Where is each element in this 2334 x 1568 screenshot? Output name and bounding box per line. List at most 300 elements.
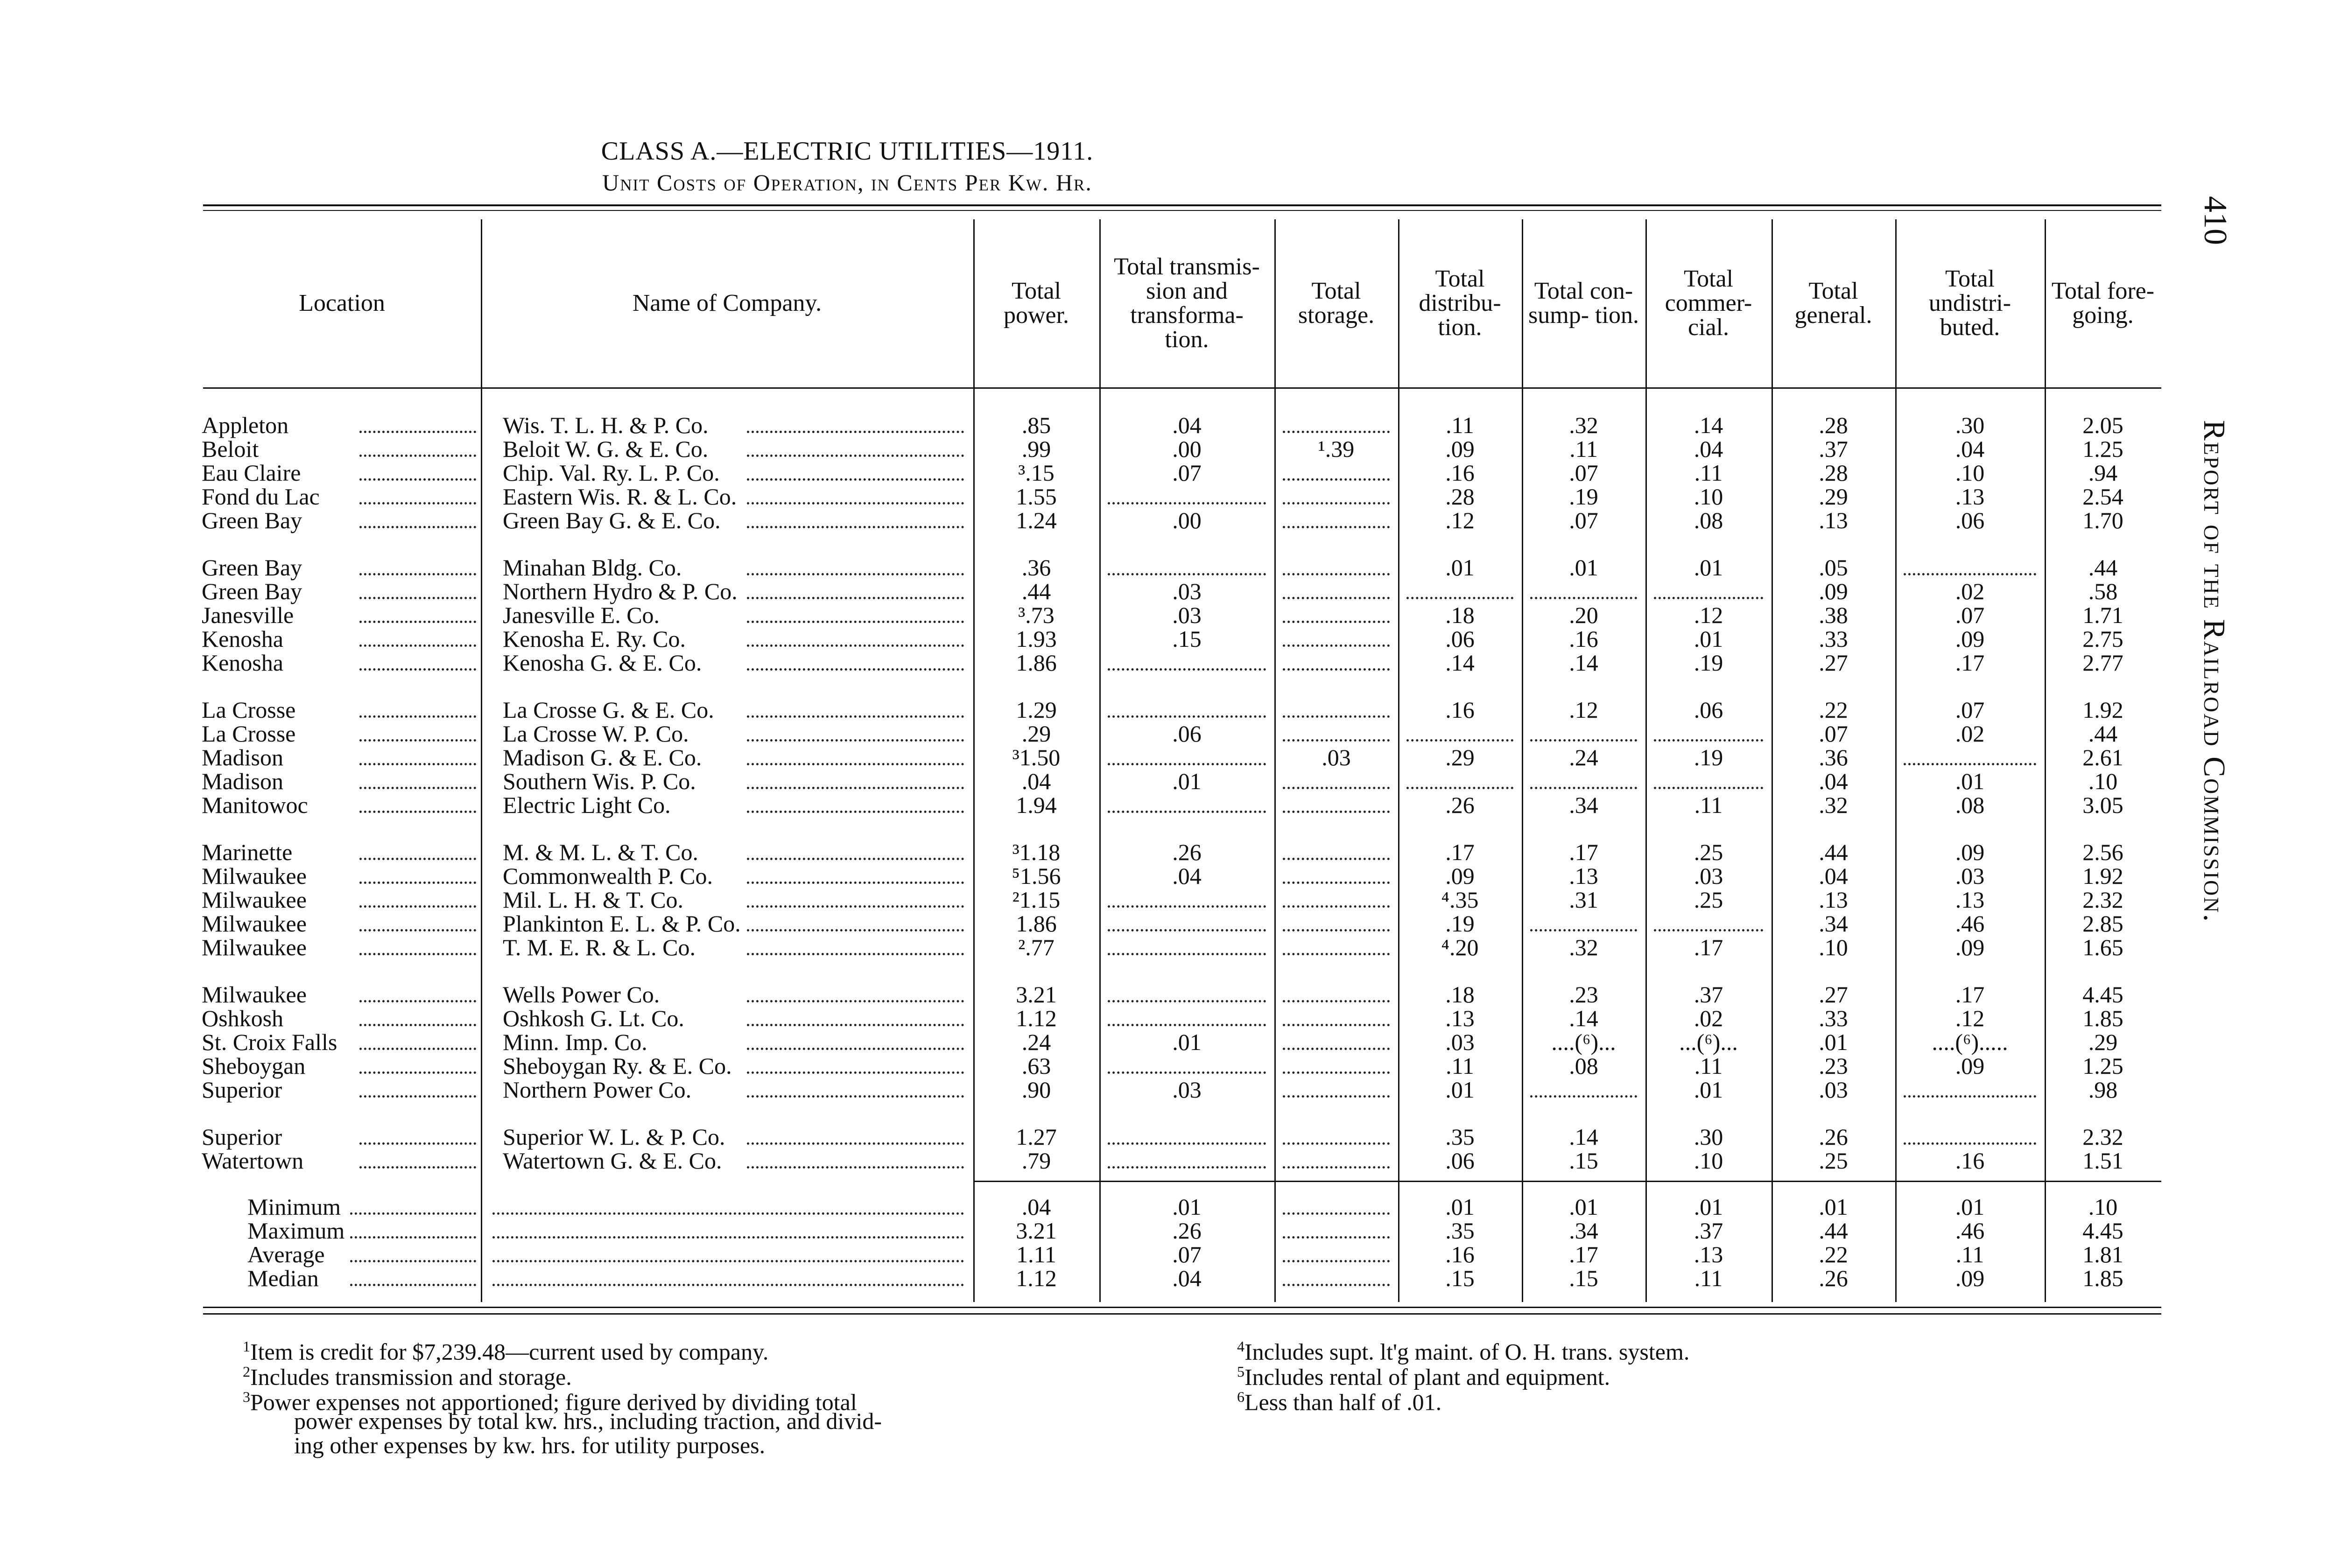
leader-dots [359,526,476,528]
value-cell-consumption: .32 [1569,934,1598,960]
header-foregoing [2045,219,2161,387]
value-cell-distribution: .16 [1445,460,1475,486]
leader-dots [350,1260,476,1262]
empty-cell-dots [1108,573,1266,575]
value-cell-general: .01 [1819,1029,1848,1055]
header-distribution [1398,219,1522,387]
company-cell: Green Bay G. & E. Co. [503,507,721,533]
value-cell-power: .79 [1021,1148,1051,1174]
location-cell: Janesville [202,602,294,628]
value-cell-general: .33 [1819,626,1848,652]
empty-cell-dots [1654,597,1763,599]
value-cell-consumption: .15 [1569,1148,1598,1174]
leader-dots [747,431,964,433]
location-cell: Kenosha [202,626,283,652]
value-cell-undistributed: .09 [1955,839,1985,865]
location-cell: Marinette [202,839,293,865]
company-cell: T. M. E. R. & L. Co. [503,934,696,960]
location-cell: St. Croix Falls [202,1029,337,1055]
empty-cell-dots [1904,573,2036,575]
value-cell-consumption: .12 [1569,697,1598,723]
empty-cell-dots [1283,1048,1390,1050]
empty-cell-dots [1406,787,1513,789]
location-cell: Appleton [202,412,289,438]
value-cell-undistributed: .17 [1955,650,1985,676]
value-cell-distribution: .14 [1445,650,1475,676]
value-cell-transmission: .15 [1172,626,1202,652]
value-cell-general: .27 [1819,981,1848,1008]
empty-cell-dots [1283,1236,1390,1239]
location-cell: Eau Claire [202,460,301,486]
value-cell-undistributed: .10 [1955,460,1985,486]
value-cell-transmission: .01 [1172,768,1202,794]
value-cell-general: .04 [1819,863,1848,889]
value-cell-commercial: .11 [1694,1265,1723,1291]
leader-dots [350,1236,476,1239]
leader-dots [747,739,964,742]
leader-dots [747,1142,964,1145]
value-cell-undistributed: .04 [1955,436,1985,462]
value-cell-general: .22 [1819,1241,1848,1267]
empty-cell-dots [1283,597,1390,599]
empty-cell-dots [1108,1000,1266,1002]
company-cell: Northern Hydro & P. Co. [503,578,738,604]
empty-cell-dots [1283,1260,1390,1262]
value-cell-consumption: .13 [1569,863,1598,889]
value-cell-undistributed: .12 [1955,1005,1985,1031]
value-cell-consumption: .23 [1569,981,1598,1008]
value-cell-power: .04 [1021,768,1051,794]
value-cell-power: .63 [1021,1053,1051,1079]
value-cell-transmission: .03 [1172,602,1202,628]
value-cell-transmission: .26 [1172,1218,1202,1244]
location-cell: Milwaukee [202,910,307,937]
value-cell-consumption: .08 [1569,1053,1598,1079]
value-cell-power: .04 [1021,1194,1051,1220]
leader-dots [747,715,964,718]
value-cell-foregoing: 1.25 [2082,436,2123,462]
value-cell-general: .13 [1819,887,1848,913]
leader-dots [350,1284,476,1286]
bottom-rule-2 [203,1313,2161,1315]
value-cell-power: 1.94 [1016,792,1057,818]
value-cell-commercial: .11 [1694,1053,1723,1079]
value-cell-general: .09 [1819,578,1848,604]
empty-cell-dots [1283,1284,1390,1286]
value-cell-general: .13 [1819,507,1848,533]
value-cell-commercial: .17 [1694,934,1723,960]
top-rule [203,204,2161,206]
value-cell-foregoing: .58 [2088,578,2118,604]
value-cell-power: 1.27 [1016,1124,1057,1150]
leader-dots [747,644,964,647]
value-cell-consumption: .07 [1569,460,1598,486]
leader-dots [359,573,476,575]
value-cell-undistributed: .03 [1955,863,1985,889]
value-cell-general: .10 [1819,934,1848,960]
empty-cell-dots [1283,1095,1390,1098]
value-cell-power: 1.86 [1016,650,1057,676]
empty-cell-dots [1108,763,1266,765]
leader-dots [747,763,964,765]
footnote-3: $^3$Power expenses not apportioned; figure derived by dividing total [243,1388,857,1415]
value-cell-distribution: .11 [1446,412,1474,438]
location-cell: Green Bay [202,507,302,533]
value-cell-power: ³1.50 [1012,744,1061,770]
empty-cell-dots [1108,715,1266,718]
value-cell-foregoing: .10 [2088,1194,2118,1220]
value-cell-foregoing: 2.61 [2082,744,2123,770]
value-cell-distribution: .06 [1445,1148,1475,1174]
footnote-6: $^6$Less than half of .01. [1237,1388,1442,1415]
company-cell: Southern Wis. P. Co. [503,768,696,794]
company-cell: Electric Light Co. [503,792,671,818]
leader-dots [359,905,476,908]
company-cell: Janesville E. Co. [503,602,660,628]
value-cell-commercial: .01 [1694,1194,1723,1220]
empty-cell-dots [1283,858,1390,860]
value-cell-foregoing: 2.56 [2082,839,2123,865]
value-cell-distribution: .09 [1445,863,1475,889]
footnote-3-cont: power expenses by total kw. hrs., including traction, and divid- [294,1408,882,1434]
company-cell: Eastern Wis. R. & L. Co. [503,483,737,510]
value-cell-general: .29 [1819,483,1848,510]
value-cell-general: .25 [1819,1148,1848,1174]
company-cell: Minahan Bldg. Co. [503,554,682,581]
empty-cell-dots [1283,502,1390,504]
header-general [1772,219,1895,387]
value-cell-undistributed: .06 [1955,507,1985,533]
leader-dots [359,502,476,504]
value-cell-general: .38 [1819,602,1848,628]
company-cell: Kenosha E. Ry. Co. [503,626,686,652]
value-cell-undistributed: .46 [1955,910,1985,937]
value-cell-power: ²1.15 [1012,887,1061,913]
empty-cell-dots [1283,644,1390,647]
value-cell-undistributed: .30 [1955,412,1985,438]
empty-cell-dots [1108,668,1266,671]
empty-cell-dots [1904,763,2036,765]
value-cell-undistributed: .16 [1955,1148,1985,1174]
empty-cell-dots [1283,1142,1390,1145]
header-label: Total undistri- buted. [1928,266,2011,341]
value-cell-general: .37 [1819,436,1848,462]
header-label: Total storage. [1298,278,1375,329]
summary-rule [973,1181,2161,1182]
leader-dots [359,644,476,647]
empty-cell-dots [1108,1166,1266,1169]
leader-dots [747,502,964,504]
empty-cell-dots [1283,526,1390,528]
header-label: Total commer- cial. [1665,266,1752,341]
value-cell-commercial: .19 [1694,650,1723,676]
value-cell-undistributed: .02 [1955,721,1985,747]
value-cell-power: 1.11 [1016,1241,1056,1267]
empty-cell-dots [1904,1142,2036,1145]
value-cell-foregoing: 2.32 [2082,887,2123,913]
value-cell-storage: ¹.39 [1318,436,1355,462]
empty-cell-dots [1108,953,1266,955]
header-label: Name of Company. [632,290,822,316]
value-cell-general: .03 [1819,1077,1848,1103]
footnote-2: $^2$Includes transmission and storage. [243,1363,572,1390]
summary-label: Maximum [247,1218,345,1244]
location-cell: Milwaukee [202,981,307,1008]
value-cell-foregoing: .44 [2088,554,2118,581]
header-power [973,219,1099,387]
value-cell-undistributed: .09 [1955,626,1985,652]
value-cell-power: ³.73 [1018,602,1055,628]
value-cell-commercial: .10 [1694,1148,1723,1174]
value-cell-foregoing: 1.51 [2082,1148,2123,1174]
location-cell: Manitowoc [202,792,308,818]
empty-cell-dots [1406,739,1513,742]
leader-dots [492,1284,964,1286]
value-cell-commercial: .01 [1694,626,1723,652]
value-cell-consumption: .34 [1569,1218,1598,1244]
value-cell-general: .44 [1819,839,1848,865]
value-cell-commercial: .12 [1694,602,1723,628]
value-cell-commercial: .10 [1694,483,1723,510]
empty-cell-dots [1530,1095,1637,1098]
leader-dots [747,621,964,623]
leader-dots [359,763,476,765]
value-cell-power: 1.86 [1016,910,1057,937]
value-cell-power: .24 [1021,1029,1051,1055]
leader-dots [747,929,964,931]
page-title: CLASS A.—ELECTRIC UTILITIES—1911. [601,137,1094,166]
empty-cell-dots [1283,715,1390,718]
value-cell-consumption: .16 [1569,626,1598,652]
location-cell: Superior [202,1124,282,1150]
header-undistributed [1895,219,2045,387]
empty-cell-dots [1283,882,1390,884]
value-cell-foregoing: 4.45 [2082,1218,2123,1244]
header-location [203,219,481,387]
value-cell-foregoing: .44 [2088,721,2118,747]
value-cell-distribution: .15 [1445,1265,1475,1291]
value-cell-power: ⁵1.56 [1012,863,1061,889]
value-cell-distribution: .12 [1445,507,1475,533]
empty-cell-dots [1530,597,1637,599]
company-cell: Commonwealth P. Co. [503,863,713,889]
value-cell-distribution: .06 [1445,626,1475,652]
leader-dots [747,478,964,481]
leader-dots [359,1095,476,1098]
leader-dots [359,455,476,457]
value-cell-commercial: ...(⁶)... [1679,1029,1738,1055]
value-cell-foregoing: 1.25 [2082,1053,2123,1079]
value-cell-distribution: .19 [1445,910,1475,937]
value-cell-storage: .03 [1322,744,1351,770]
value-cell-foregoing: 2.75 [2082,626,2123,652]
summary-label: Median [247,1265,319,1291]
value-cell-commercial: .37 [1694,981,1723,1008]
value-cell-power: 1.12 [1016,1265,1057,1291]
company-cell: Mil. L. H. & T. Co. [503,887,684,913]
location-cell: Oshkosh [202,1005,284,1031]
empty-cell-dots [1108,811,1266,813]
value-cell-power: 1.12 [1016,1005,1057,1031]
empty-cell-dots [1283,787,1390,789]
value-cell-foregoing: .29 [2088,1029,2118,1055]
empty-cell-dots [1283,1212,1390,1215]
empty-cell-dots [1283,1071,1390,1074]
value-cell-consumption: .14 [1569,650,1598,676]
value-cell-transmission: .06 [1172,721,1202,747]
value-cell-distribution: .18 [1445,981,1475,1008]
empty-cell-dots [1108,905,1266,908]
value-cell-transmission: .01 [1172,1194,1202,1220]
leader-dots [359,1142,476,1145]
empty-cell-dots [1654,739,1763,742]
value-cell-distribution: .18 [1445,602,1475,628]
leader-dots [359,882,476,884]
value-cell-power: ³1.18 [1012,839,1061,865]
value-cell-distribution: .29 [1445,744,1475,770]
company-cell: Minn. Imp. Co. [503,1029,647,1055]
company-cell: La Crosse W. P. Co. [503,721,689,747]
value-cell-power: 1.55 [1016,483,1057,510]
value-cell-foregoing: 4.45 [2082,981,2123,1008]
value-cell-power: .85 [1021,412,1051,438]
value-cell-distribution: ⁴.35 [1441,887,1479,913]
value-cell-undistributed: .08 [1955,792,1985,818]
leader-dots [747,1000,964,1002]
empty-cell-dots [1108,1071,1266,1074]
footnote-4: $^4$Includes supt. lt'g maint. of O. H. trans. system. [1237,1338,1690,1365]
value-cell-consumption: .24 [1569,744,1598,770]
value-cell-undistributed: .09 [1955,1265,1985,1291]
value-cell-foregoing: 1.71 [2082,602,2123,628]
value-cell-undistributed: .13 [1955,887,1985,913]
company-cell: Superior W. L. & P. Co. [503,1124,725,1150]
header-storage [1274,219,1398,387]
header-company [481,219,973,387]
empty-cell-dots [1654,787,1763,789]
value-cell-undistributed: .17 [1955,981,1985,1008]
value-cell-foregoing: 1.85 [2082,1005,2123,1031]
value-cell-commercial: .25 [1694,887,1723,913]
leader-dots [359,858,476,860]
location-cell: La Crosse [202,721,296,747]
leader-dots [492,1236,964,1239]
empty-cell-dots [1904,1095,2036,1098]
value-cell-commercial: .13 [1694,1241,1723,1267]
value-cell-general: .34 [1819,910,1848,937]
location-cell: Kenosha [202,650,283,676]
leader-dots [359,668,476,671]
leader-dots [747,1048,964,1050]
summary-label: Minimum [247,1194,341,1220]
value-cell-general: .01 [1819,1194,1848,1220]
value-cell-distribution: .35 [1445,1124,1475,1150]
value-cell-consumption: .14 [1569,1124,1598,1150]
leader-dots [747,573,964,575]
value-cell-power: .44 [1021,578,1051,604]
location-cell: Superior [202,1077,282,1103]
header-transmission [1099,219,1274,387]
value-cell-distribution: .03 [1445,1029,1475,1055]
value-cell-foregoing: 1.85 [2082,1265,2123,1291]
bottom-rule [203,1307,2161,1308]
empty-cell-dots [1530,929,1637,931]
value-cell-general: .05 [1819,554,1848,581]
leader-dots [747,1024,964,1026]
leader-dots [359,1000,476,1002]
leader-dots [359,621,476,623]
empty-cell-dots [1283,478,1390,481]
value-cell-consumption: .14 [1569,1005,1598,1031]
value-cell-foregoing: 1.81 [2082,1241,2123,1267]
empty-cell-dots [1108,929,1266,931]
page-number: 410 [2197,196,2233,245]
value-cell-power: .90 [1021,1077,1051,1103]
value-cell-transmission: .07 [1172,1241,1202,1267]
empty-cell-dots [1654,929,1763,931]
value-cell-power: 1.29 [1016,697,1057,723]
value-cell-commercial: .11 [1694,460,1723,486]
value-cell-distribution: .28 [1445,483,1475,510]
value-cell-general: .32 [1819,792,1848,818]
leader-dots [359,478,476,481]
value-cell-consumption: .01 [1569,1194,1598,1220]
value-cell-transmission: .00 [1172,507,1202,533]
value-cell-undistributed: .02 [1955,578,1985,604]
value-cell-distribution: .16 [1445,1241,1475,1267]
leader-dots [747,882,964,884]
value-cell-undistributed: .46 [1955,1218,1985,1244]
value-cell-distribution: ⁴.20 [1441,934,1479,960]
value-cell-consumption: .11 [1569,436,1598,462]
value-cell-power: .29 [1021,721,1051,747]
company-cell: Chip. Val. Ry. L. P. Co. [503,460,720,486]
company-cell: La Crosse G. & E. Co. [503,697,714,723]
value-cell-foregoing: 2.54 [2082,483,2123,510]
location-cell: Green Bay [202,578,302,604]
leader-dots [359,1024,476,1026]
value-cell-transmission: .04 [1172,863,1202,889]
value-cell-undistributed: .11 [1955,1241,1984,1267]
leader-dots [359,1071,476,1074]
value-cell-transmission: .04 [1172,412,1202,438]
company-cell: Kenosha G. & E. Co. [503,650,702,676]
value-cell-general: .26 [1819,1265,1848,1291]
company-cell: M. & M. L. & T. Co. [503,839,699,865]
location-cell: Beloit [202,436,259,462]
running-title: Report of the Railroad Commission. [2197,420,2231,923]
leader-dots [747,811,964,813]
leader-dots [747,858,964,860]
leader-dots [492,1212,964,1215]
header-label: Location [299,290,385,316]
value-cell-undistributed: ....(⁶)..... [1932,1029,2008,1055]
value-cell-commercial: .14 [1694,412,1723,438]
value-cell-consumption: .01 [1569,554,1598,581]
empty-cell-dots [1283,905,1390,908]
leader-dots [747,953,964,955]
value-cell-power: 1.93 [1016,626,1057,652]
value-cell-foregoing: 1.70 [2082,507,2123,533]
company-cell: Watertown G. & E. Co. [503,1148,722,1174]
location-cell: Milwaukee [202,887,307,913]
empty-cell-dots [1283,431,1390,433]
location-cell: Milwaukee [202,934,307,960]
leader-dots [359,787,476,789]
company-cell: Northern Power Co. [503,1077,692,1103]
leader-dots [359,1048,476,1050]
header-label: Total transmis- sion and transforma- tion. [1114,253,1260,353]
